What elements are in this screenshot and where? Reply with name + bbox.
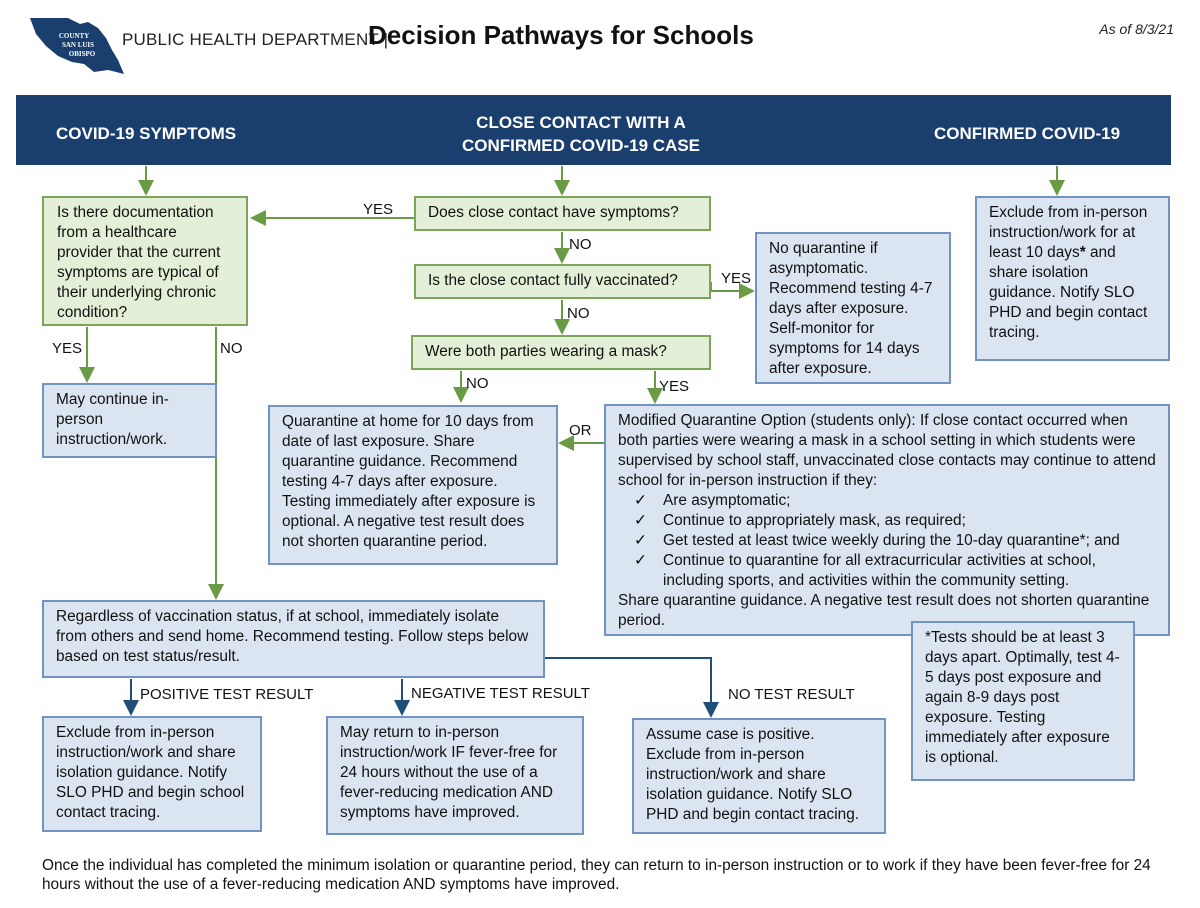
county-logo [28,16,124,76]
column-header-close-contact: CLOSE CONTACT WITH A CONFIRMED COVID-19 CASE [461,113,701,155]
vaccinated-question-box: Is the close contact fully vaccinated? [414,264,711,299]
no-documentation-label: NO [220,340,243,357]
isolate-box: Regardless of vaccination status, if at school, immediately isolate from others and send home. Recommend testing. Follow steps below based on test status/result. [42,600,545,678]
as-of-date: As of 8/3/21 [1099,21,1174,37]
yes-mask-label: YES [659,378,690,395]
negative-result-box: May return to in-person instruction/work IF fever-free for 24 hours without the use of a fever-reducing medication AND symptoms have improved. [326,716,584,835]
may-continue-box: May continue in-person instruction/work. [42,383,217,458]
modified-quarantine-box [604,404,1170,636]
documentation-question-box: Is there documentation from a healthcare provider that the current symptoms are typical of their underlying chronic condition? [42,196,248,326]
confirmed-exclude-text: Exclude from in-person instruction/work for at least 10 days [989,204,1148,261]
column-header-confirmed: CONFIRMED COVID-19 [934,124,1121,143]
mask-question-box: Were both parties wearing a mask? [411,335,711,370]
modified-quarantine-intro: Modified Quarantine Option (students only): If close contact occurred when both parties were wearing a mask in a school setting in which students were supervised by school staff, unvaccinated close contacts may continue to attend school for in-person instruction if they: [618,412,1156,489]
no-test-result-label: NO TEST RESULT [728,686,855,703]
tests-footnote-box: *Tests should be at least 3 days apart. Optimally, test 4-5 days post exposure and again 8-9 days post exposure. Testing immediately after exposure is optional. [911,621,1135,781]
no-vaccinated-label: NO [567,305,590,322]
list-item: ✓ Are asymptomatic; [618,491,1156,511]
yes-vaccinated-label: YES [721,270,752,287]
positive-result-box: Exclude from in-person instruction/work and share isolation guidance. Notify SLO PHD and begin school contact tracing. [42,716,262,832]
symptoms-question-box: Does close contact have symptoms? [414,196,711,231]
quarantine-box: Quarantine at home for 10 days from date of last exposure. Share quarantine guidance. Recommend testing 4-7 days after exposure. Testing immediately after exposure is optional. A negative test result does not shorten quarantine period. [268,405,558,565]
modified-quarantine-list [618,491,1156,591]
yes-symptoms-label: YES [363,201,394,218]
footer-note: Once the individual has completed the minimum isolation or quarantine period, they can return to in-person instruction or to work if they have been fever-free for 24 hours without the use of a fever-reducing medication AND symptoms have improved. [42,857,1151,893]
svg-text:OBISPO: OBISPO [68,50,96,58]
list-item: ✓ Get tested at least twice weekly during the 10-day quarantine*; and [618,531,1156,551]
list-item: ✓ Continue to quarantine for all extracurricular activities at school, including sports, and activities within the community setting. [618,551,1156,591]
no-symptoms-label: NO [569,236,592,253]
no-quarantine-box: No quarantine if asymptomatic. Recommend testing 4-7 days after exposure. Self-monitor for symptoms for 14 days after exposure. [755,232,951,384]
confirmed-exclude-text-cont: and share isolation guidance. Notify SLO PHD and begin contact tracing. [989,244,1148,341]
no-test-result-box: Assume case is positive. Exclude from in-person instruction/work and share isolation guidance. Notify SLO PHD and begin contact tracing. [632,718,886,834]
department-name: PUBLIC HEALTH DEPARTMENT | [122,30,389,49]
positive-result-label: POSITIVE TEST RESULT [140,686,314,703]
no-mask-label: NO [466,375,489,392]
negative-result-label: NEGATIVE TEST RESULT [411,685,590,702]
page-title: Decision Pathways for Schools [368,20,754,50]
svg-text:SAN LUIS: SAN LUIS [61,41,95,49]
modified-quarantine-outro: Share quarantine guidance. A negative test result does not shorten quarantine period. [618,592,1150,629]
svg-text:COUNTY: COUNTY [58,32,90,40]
or-label: OR [569,422,592,439]
yes-documentation-label: YES [52,340,83,357]
column-header-symptoms: COVID-19 SYMPTOMS [56,124,237,143]
confirmed-exclude-box [975,196,1170,361]
list-item: ✓ Continue to appropriately mask, as required; [618,511,1156,531]
footnote-star: * [1079,244,1086,261]
